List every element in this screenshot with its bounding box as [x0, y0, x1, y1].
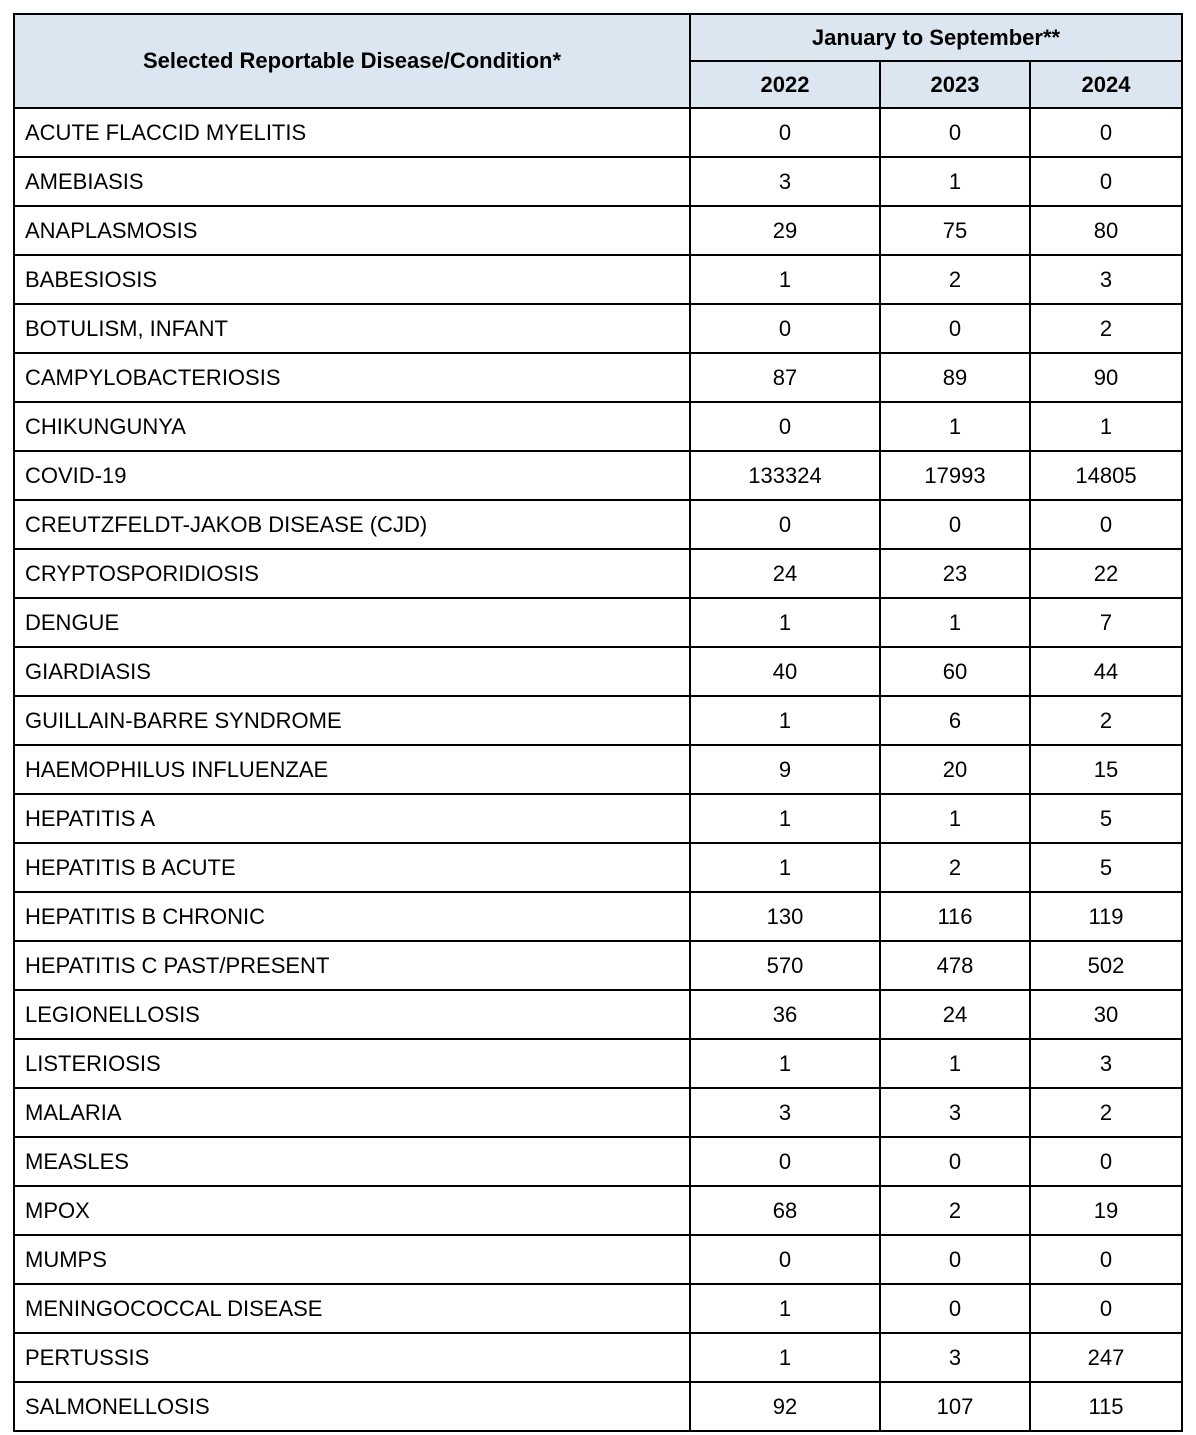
disease-name-cell: BABESIOSIS	[14, 255, 690, 304]
count-cell: 19	[1030, 1186, 1182, 1235]
count-cell: 7	[1030, 598, 1182, 647]
count-cell: 92	[690, 1382, 880, 1431]
table-row	[14, 843, 1182, 892]
table-header	[14, 14, 1182, 108]
table-row	[14, 353, 1182, 402]
disease-name-cell: HEPATITIS A	[14, 794, 690, 843]
count-cell: 3	[690, 1088, 880, 1137]
table-row	[14, 1333, 1182, 1382]
count-cell: 0	[880, 1137, 1030, 1186]
count-cell: 0	[1030, 1137, 1182, 1186]
table-body	[14, 108, 1182, 1431]
disease-name-cell: HAEMOPHILUS INFLUENZAE	[14, 745, 690, 794]
count-cell: 1	[690, 1284, 880, 1333]
count-cell: 0	[1030, 1235, 1182, 1284]
count-cell: 1	[880, 794, 1030, 843]
disease-name-cell: HEPATITIS C PAST/PRESENT	[14, 941, 690, 990]
table-row	[14, 1186, 1182, 1235]
disease-name-cell: AMEBIASIS	[14, 157, 690, 206]
count-cell: 29	[690, 206, 880, 255]
count-cell: 24	[880, 990, 1030, 1039]
count-cell: 3	[1030, 255, 1182, 304]
count-cell: 15	[1030, 745, 1182, 794]
table-row	[14, 1235, 1182, 1284]
count-cell: 0	[690, 1137, 880, 1186]
disease-column-header: Selected Reportable Disease/Condition*	[14, 14, 690, 108]
count-cell: 20	[880, 745, 1030, 794]
count-cell: 3	[1030, 1039, 1182, 1088]
count-cell: 247	[1030, 1333, 1182, 1382]
count-cell: 119	[1030, 892, 1182, 941]
disease-name-cell: SALMONELLOSIS	[14, 1382, 690, 1431]
count-cell: 2	[1030, 304, 1182, 353]
count-cell: 1	[880, 402, 1030, 451]
count-cell: 44	[1030, 647, 1182, 696]
count-cell: 0	[880, 304, 1030, 353]
count-cell: 89	[880, 353, 1030, 402]
count-cell: 68	[690, 1186, 880, 1235]
count-cell: 3	[880, 1088, 1030, 1137]
disease-name-cell: ANAPLASMOSIS	[14, 206, 690, 255]
count-cell: 0	[1030, 108, 1182, 157]
count-cell: 3	[690, 157, 880, 206]
count-cell: 0	[1030, 500, 1182, 549]
disease-name-cell: MALARIA	[14, 1088, 690, 1137]
count-cell: 23	[880, 549, 1030, 598]
count-cell: 2	[880, 255, 1030, 304]
disease-table	[13, 13, 1183, 1432]
count-cell: 116	[880, 892, 1030, 941]
table-row	[14, 1382, 1182, 1431]
table-row	[14, 157, 1182, 206]
count-cell: 1	[690, 1039, 880, 1088]
table-row	[14, 990, 1182, 1039]
table-row	[14, 647, 1182, 696]
count-cell: 30	[1030, 990, 1182, 1039]
table-row	[14, 1039, 1182, 1088]
table-row	[14, 745, 1182, 794]
disease-name-cell: MENINGOCOCCAL DISEASE	[14, 1284, 690, 1333]
disease-name-cell: HEPATITIS B CHRONIC	[14, 892, 690, 941]
count-cell: 0	[690, 1235, 880, 1284]
count-cell: 90	[1030, 353, 1182, 402]
count-cell: 75	[880, 206, 1030, 255]
disease-name-cell: CREUTZFELDT-JAKOB DISEASE (CJD)	[14, 500, 690, 549]
count-cell: 36	[690, 990, 880, 1039]
count-cell: 1	[690, 255, 880, 304]
disease-name-cell: HEPATITIS B ACUTE	[14, 843, 690, 892]
table-row	[14, 304, 1182, 353]
table-row	[14, 1088, 1182, 1137]
disease-name-cell: LEGIONELLOSIS	[14, 990, 690, 1039]
count-cell: 1	[690, 794, 880, 843]
count-cell: 3	[880, 1333, 1030, 1382]
table-row	[14, 108, 1182, 157]
count-cell: 1	[880, 157, 1030, 206]
table-row	[14, 892, 1182, 941]
count-cell: 2	[880, 1186, 1030, 1235]
disease-name-cell: COVID-19	[14, 451, 690, 500]
count-cell: 502	[1030, 941, 1182, 990]
count-cell: 0	[1030, 1284, 1182, 1333]
table-row	[14, 1284, 1182, 1333]
disease-name-cell: MUMPS	[14, 1235, 690, 1284]
count-cell: 22	[1030, 549, 1182, 598]
count-cell: 570	[690, 941, 880, 990]
count-cell: 14805	[1030, 451, 1182, 500]
disease-name-cell: CAMPYLOBACTERIOSIS	[14, 353, 690, 402]
count-cell: 0	[880, 500, 1030, 549]
count-cell: 17993	[880, 451, 1030, 500]
disease-name-cell: MEASLES	[14, 1137, 690, 1186]
count-cell: 1	[690, 843, 880, 892]
table-row	[14, 941, 1182, 990]
period-header: January to September**	[690, 14, 1182, 61]
count-cell: 2	[880, 843, 1030, 892]
count-cell: 0	[690, 500, 880, 549]
count-cell: 9	[690, 745, 880, 794]
table-row	[14, 500, 1182, 549]
table-row	[14, 402, 1182, 451]
count-cell: 130	[690, 892, 880, 941]
disease-name-cell: ACUTE FLACCID MYELITIS	[14, 108, 690, 157]
count-cell: 2	[1030, 696, 1182, 745]
disease-name-cell: CHIKUNGUNYA	[14, 402, 690, 451]
count-cell: 1	[1030, 402, 1182, 451]
count-cell: 1	[880, 598, 1030, 647]
count-cell: 24	[690, 549, 880, 598]
table-row	[14, 255, 1182, 304]
count-cell: 60	[880, 647, 1030, 696]
count-cell: 80	[1030, 206, 1182, 255]
count-cell: 133324	[690, 451, 880, 500]
count-cell: 87	[690, 353, 880, 402]
count-cell: 1	[690, 1333, 880, 1382]
count-cell: 478	[880, 941, 1030, 990]
count-cell: 0	[690, 402, 880, 451]
count-cell: 40	[690, 647, 880, 696]
disease-name-cell: MPOX	[14, 1186, 690, 1235]
year-header: 2023	[880, 61, 1030, 108]
count-cell: 0	[690, 108, 880, 157]
count-cell: 5	[1030, 843, 1182, 892]
count-cell: 5	[1030, 794, 1182, 843]
disease-name-cell: PERTUSSIS	[14, 1333, 690, 1382]
count-cell: 0	[880, 1235, 1030, 1284]
disease-name-cell: BOTULISM, INFANT	[14, 304, 690, 353]
count-cell: 1	[880, 1039, 1030, 1088]
disease-name-cell: LISTERIOSIS	[14, 1039, 690, 1088]
year-header: 2024	[1030, 61, 1182, 108]
count-cell: 2	[1030, 1088, 1182, 1137]
table-row	[14, 794, 1182, 843]
disease-name-cell: CRYPTOSPORIDIOSIS	[14, 549, 690, 598]
count-cell: 1	[690, 696, 880, 745]
count-cell: 1	[690, 598, 880, 647]
count-cell: 115	[1030, 1382, 1182, 1431]
count-cell: 107	[880, 1382, 1030, 1431]
disease-name-cell: GIARDIASIS	[14, 647, 690, 696]
count-cell: 6	[880, 696, 1030, 745]
table-row	[14, 549, 1182, 598]
count-cell: 0	[880, 1284, 1030, 1333]
disease-name-cell: GUILLAIN-BARRE SYNDROME	[14, 696, 690, 745]
table-row	[14, 451, 1182, 500]
table-row	[14, 696, 1182, 745]
year-header: 2022	[690, 61, 880, 108]
count-cell: 0	[690, 304, 880, 353]
table-row	[14, 206, 1182, 255]
count-cell: 0	[1030, 157, 1182, 206]
count-cell: 0	[880, 108, 1030, 157]
table-row	[14, 598, 1182, 647]
table-row	[14, 1137, 1182, 1186]
disease-name-cell: DENGUE	[14, 598, 690, 647]
